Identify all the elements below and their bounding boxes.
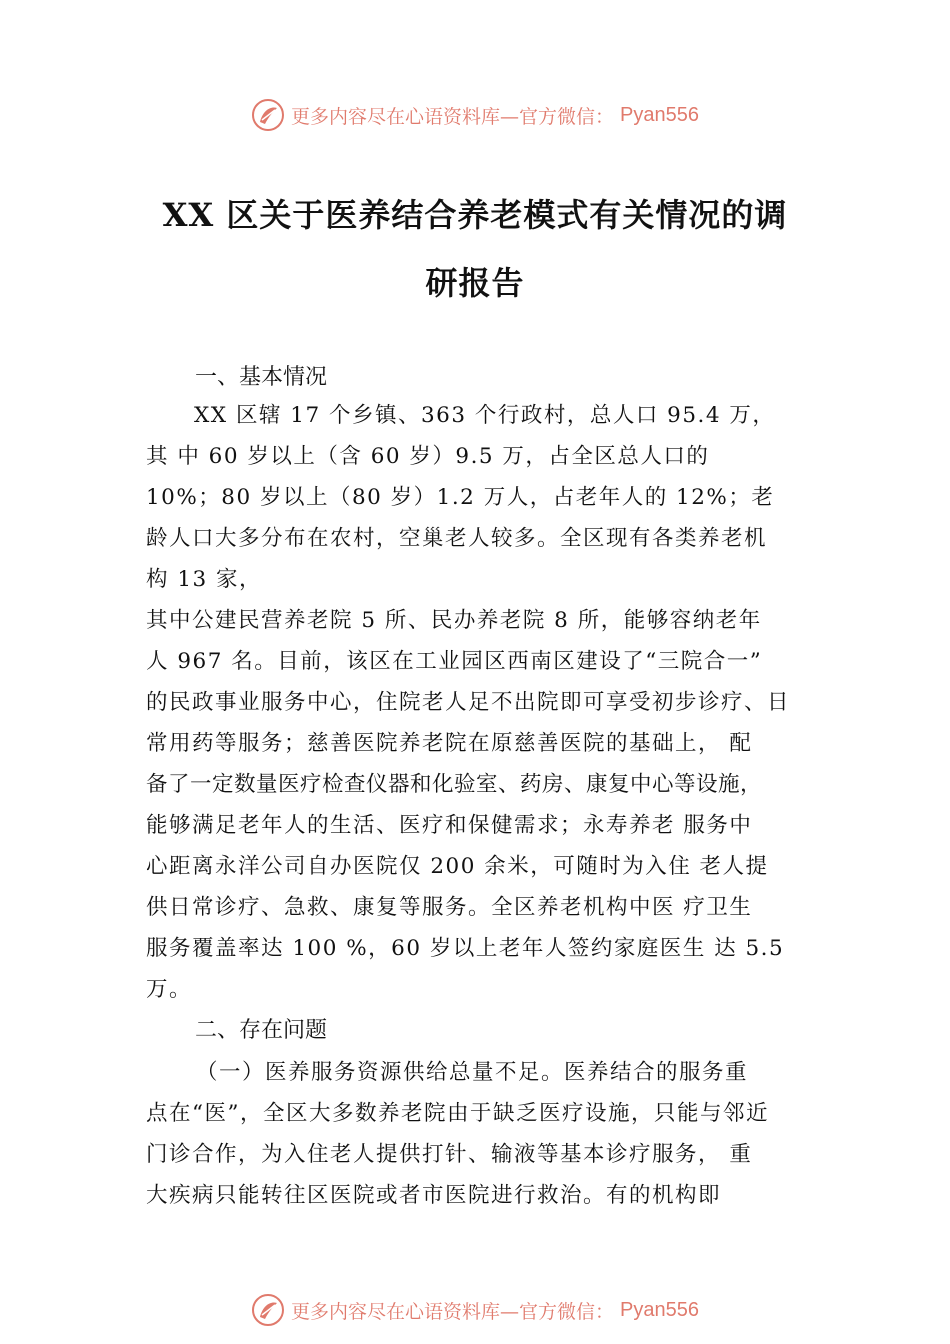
text-line: 10%；80 岁以上（80 岁）1.2 万人，占老年人的 12%；老 — [146, 485, 775, 510]
text-line: 备了一定数量医疗检查仪器和化验室、药房、康复中心等设施， — [146, 772, 763, 797]
banner-wechat-id: Pyan556 — [620, 103, 699, 126]
text-line: 门诊合作，为入住老人提供打针、输液等基本诊疗服务， 重 — [146, 1142, 753, 1167]
brand-logo-icon — [251, 98, 285, 132]
text-line: 大疾病只能转往区医院或者市医院进行救治。有的机构即 — [146, 1183, 722, 1208]
text-line: XX 区辖 17 个乡镇、363 个行政村，总人口 95.4 万， — [194, 403, 776, 428]
header-banner — [0, 95, 950, 135]
text-line: 构 13 家， — [146, 567, 263, 592]
text-line: （一）医养服务资源供给总量不足。医养结合的服务重 — [196, 1060, 749, 1085]
brand-logo-icon — [251, 1293, 285, 1327]
text-line: 龄人口大多分布在农村，空巢老人较多。全区现有各类养老机 — [146, 526, 768, 551]
section-heading-problems: 二、存在问题 — [195, 1018, 328, 1043]
section-body-problems — [146, 1052, 866, 1216]
text-line: 服务覆盖率达 100 %，60 岁以上老年人签约家庭医生 达 5.5 — [146, 936, 785, 961]
text-line: 心距离永洋公司自办医院仅 200 余米，可随时为入住 老人提 — [146, 854, 769, 879]
text-line: 其 中 60 岁以上（含 60 岁）9.5 万，占全区总人口的 — [146, 444, 710, 469]
page-title-cont: 研报告 — [425, 264, 525, 302]
text-line: 点在“医”，全区大多数养老院由于缺乏医疗设施，只能与邻近 — [146, 1101, 769, 1126]
banner-text: 更多内容尽在心语资料库—官方微信： — [291, 1300, 615, 1323]
text-line: 能够满足老年人的生活、医疗和保健需求；永寿养老 服务中 — [146, 813, 753, 838]
text-line: 万。 — [146, 977, 193, 1002]
text-line: 常用药等服务；慈善医院养老院在原慈善医院的基础上， 配 — [146, 731, 753, 756]
text-line: 供日常诊疗、急救、康复等服务。全区养老机构中医 疗卫生 — [146, 895, 753, 920]
page-title: XX 区关于医养结合养老模式有关情况的调 — [162, 196, 788, 234]
section-body-basic — [146, 395, 866, 1010]
banner-text: 更多内容尽在心语资料库—官方微信： — [291, 105, 615, 128]
text-line: 人 967 名。目前，该区在工业园区西南区建设了“三院合一” — [146, 649, 763, 674]
text-line: 的民政事业服务中心，住院老人足不出院即可享受初步诊疗、日 — [146, 690, 791, 715]
text-line: 其中公建民营养老院 5 所、民办养老院 8 所，能够容纳老年 — [146, 608, 762, 633]
banner-wechat-id: Pyan556 — [620, 1298, 699, 1321]
footer-banner — [0, 1290, 950, 1330]
section-heading-basic: 一、基本情况 — [195, 365, 328, 390]
